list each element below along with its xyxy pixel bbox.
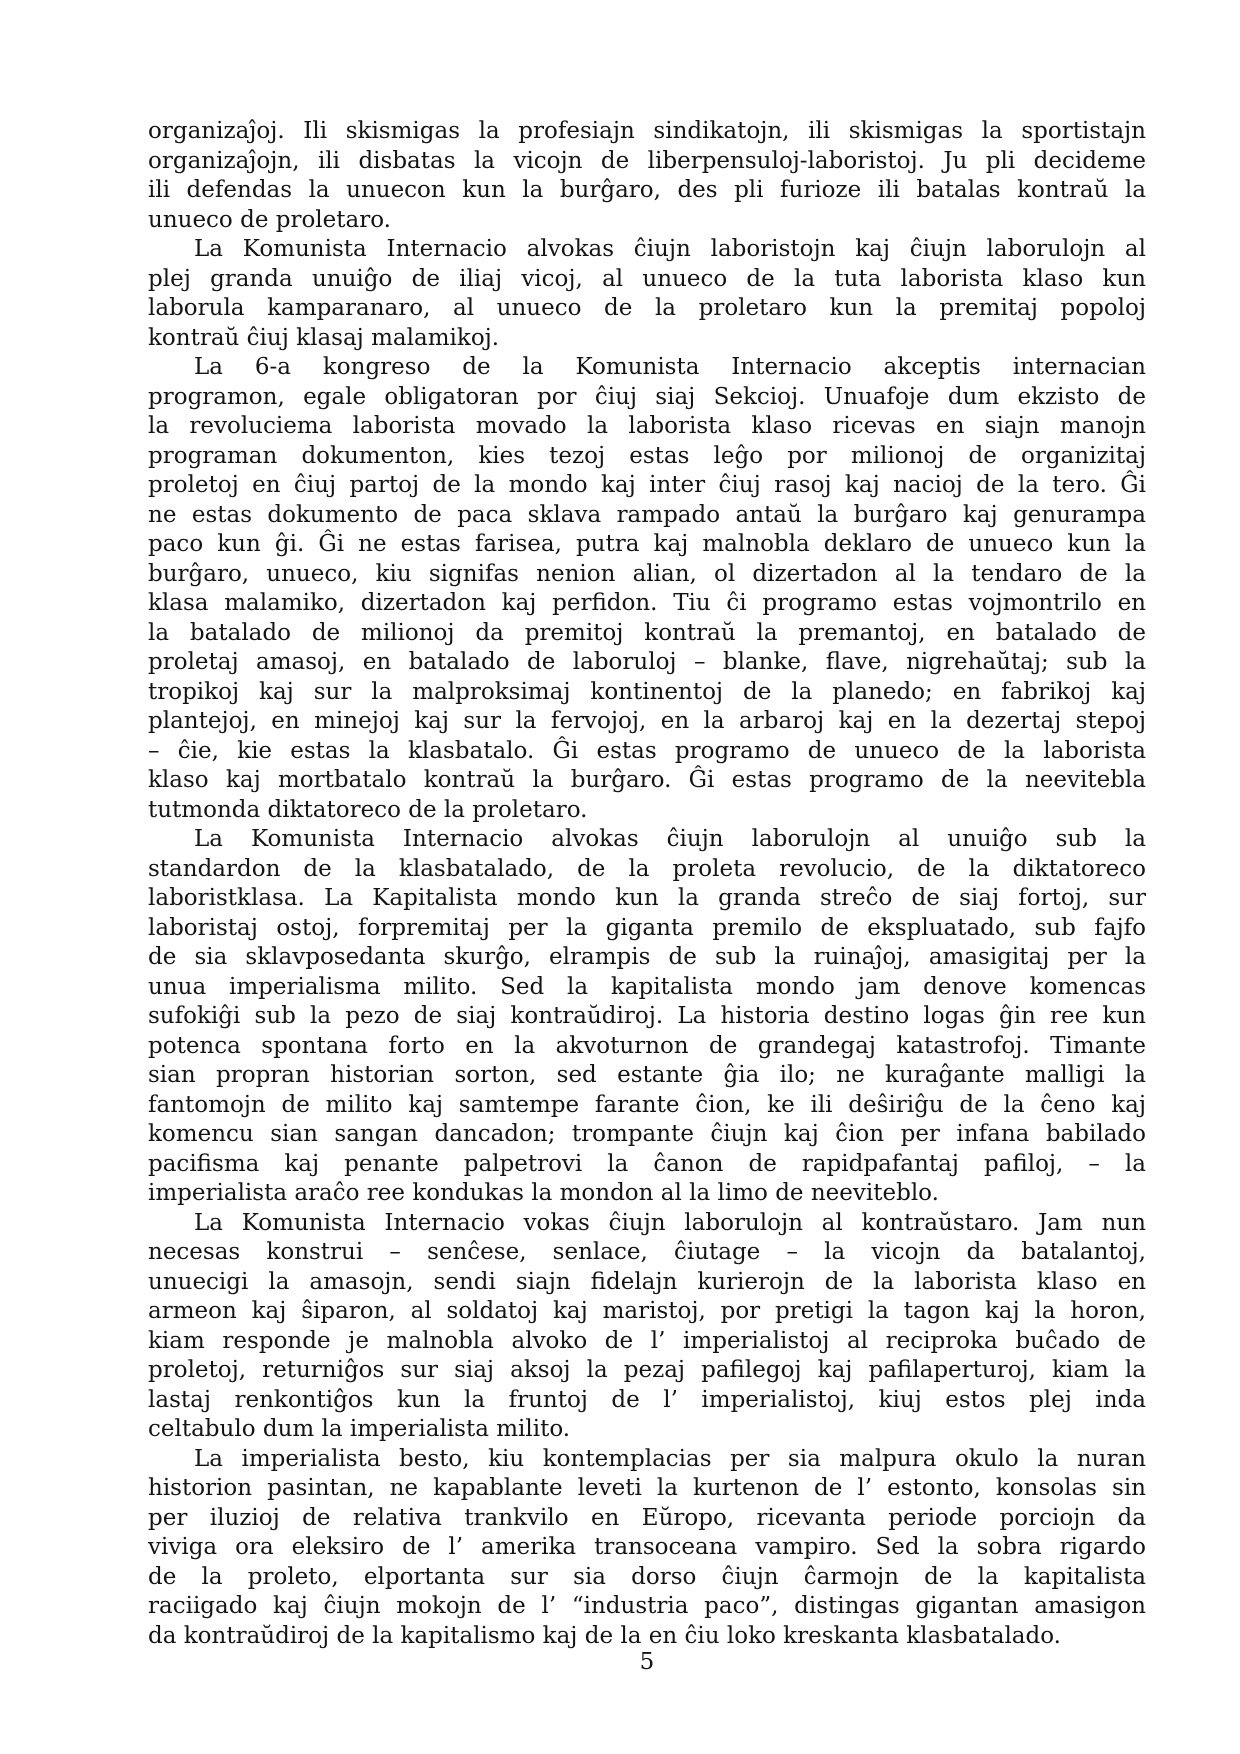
text-line: programon, egale obligatoran por ĉiuj siaj Sekcioj. Unuafoje dum ekzisto de xyxy=(148,383,1146,410)
text-line: sufokiĝi sub la pezo de siaj kontraŭdiroj. La historia destino logas ĝin ree kun xyxy=(148,1003,1146,1029)
text-line: unueco de proletaro. xyxy=(148,206,391,233)
text-line: kontraŭ ĉiuj klasaj malamikoj. xyxy=(148,324,500,351)
text-line: proletaj amasoj, en batalado de laboruloj – blanke, flave, nigrehaŭtaj; sub la xyxy=(148,649,1146,675)
paragraph xyxy=(148,825,1146,1209)
paragraph xyxy=(148,235,1146,353)
text-line: plantejoj, en minejoj kaj sur la fervojoj, en la arbaroj kaj en la dezertaj stepoj xyxy=(148,708,1146,734)
text-line: La imperialista besto, kiu kontemplacias per sia malpura okulo la nuran xyxy=(194,1445,1146,1472)
paragraph xyxy=(148,353,1146,825)
text-line: ili defendas la unuecon kun la burĝaro, des pli furioze ili batalas kontraŭ la xyxy=(148,177,1146,203)
text-line: potenca spontana forto en la akvoturnon de grandegaj katastrofoj. Timante xyxy=(148,1032,1146,1059)
text-line: plej granda unuiĝo de iliaj vicoj, al unueco de la tuta laborista klaso kun xyxy=(148,265,1146,292)
text-line: La Komunista Internacio alvokas ĉiujn laboristojn kaj ĉiujn laborulojn al xyxy=(194,236,1146,262)
text-line: da kontraŭdiroj de la kapitalismo kaj de la en ĉiu loko kreskanta klasbatalado. xyxy=(148,1622,1061,1649)
text-line: laboristklasa. La Kapitalista mondo kun la granda streĉo de siaj fortoj, sur xyxy=(148,885,1146,911)
page-number: 5 xyxy=(639,1649,655,1675)
text-line: burĝaro, unueco, kiu signifas nenion alian, ol dizertadon al la tendaro de la xyxy=(148,560,1146,587)
text-line: historion pasintan, ne kapablante leveti la kurtenon de l’ estonto, konsolas sin xyxy=(148,1475,1146,1501)
text-line: pacifisma kaj penante palpetrovi la ĉanon de rapidpafantaj pafiloj, – la xyxy=(148,1150,1146,1177)
text-line: armeon kaj ŝiparon, al soldatoj kaj maristoj, por pretigi la tagon kaj la horon, xyxy=(148,1298,1146,1324)
text-line: paco kun ĝi. Ĝi ne estas farisea, putra kaj malnobla deklaro de unueco kun la xyxy=(148,531,1146,557)
text-line: lastaj renkontiĝos kun la fruntoj de l’ imperialistoj, kiuj estos plej inda xyxy=(148,1386,1146,1413)
text-line: imperialista araĉo ree kondukas la mondon al la limo de neeviteblo. xyxy=(148,1180,939,1206)
text-line: La Komunista Internacio vokas ĉiujn laborulojn al kontraŭstaro. Jam nun xyxy=(194,1209,1146,1236)
text-line: viviga ora eleksiro de l’ amerika transoceana vampiro. Sed la sobra rigardo xyxy=(148,1534,1146,1560)
text-line: ne estas dokumento de paca sklava rampado antaŭ la burĝaro kaj genurampa xyxy=(148,501,1146,528)
text-line: fantomojn de milito kaj samtempe farante ĉion, ke ili deŝiriĝu de la ĉeno kaj xyxy=(148,1091,1146,1118)
text-line: standardon de la klasbatalado, de la proleta revolucio, de la diktatoreco xyxy=(148,855,1146,882)
text-line: raciigado kaj ĉiujn mokojn de l’ “industria paco”, distingas gigantan amasigon xyxy=(148,1593,1146,1619)
text-line: unuecigi la amasojn, sendi siajn fidelajn kurierojn de la laborista klaso en xyxy=(148,1268,1146,1295)
text-line: klasa malamiko, dizertadon kaj perfidon. Tiu ĉi programo estas vojmontrilo en xyxy=(148,590,1146,616)
text-line: celtabulo dum la imperialista milito. xyxy=(148,1416,571,1442)
text-line: per iluzioj de relativa trankvilo en Eŭropo, ricevanta periode porciojn da xyxy=(148,1504,1146,1531)
text-line: klaso kaj mortbatalo kontraŭ la burĝaro. Ĝi estas programo de la neevitebla xyxy=(148,767,1146,793)
paragraph xyxy=(148,1445,1146,1652)
text-line: sian propran historian sorton, sed estante ĝia ilo; ne kuraĝante malligi la xyxy=(148,1062,1146,1088)
text-line: de sia sklavposedanta skurĝo, elrampis de sub la ruinaĵoj, amasigitaj per la xyxy=(148,944,1146,970)
text-line: la revoluciema laborista movado la laborista klaso ricevas en siajn manojn xyxy=(148,413,1146,439)
text-line: unua imperialisma milito. Sed la kapitalista mondo jam denove komencas xyxy=(148,973,1146,1000)
text-line: – ĉie, kie estas la klasbatalo. Ĝi estas programo de unueco de la laborista xyxy=(148,737,1146,764)
text-line: organizaĵoj. Ili skismigas la profesiajn sindikatojn, ili skismigas la sportistajn xyxy=(148,118,1146,144)
text-line: programan dokumenton, kies tezoj estas leĝo por milionoj de organizitaj xyxy=(148,442,1146,469)
text-line: laborula kamparanaro, al unueco de la proletaro kun la premitaj popoloj xyxy=(148,295,1146,321)
text-line: komencu sian sangan dancadon; trompante ĉiujn kaj ĉion per infana babilado xyxy=(148,1121,1146,1147)
text-line: organizaĵojn, ili disbatas la vicojn de liberpensuloj-laboristoj. Ju pli decideme xyxy=(148,147,1146,174)
text-line: tutmonda diktatoreco de la proletaro. xyxy=(148,796,588,823)
text-line: La Komunista Internacio alvokas ĉiujn laborulojn al unuiĝo sub la xyxy=(194,826,1146,852)
text-line: proletoj, returniĝos sur siaj aksoj la pezaj pafilegoj kaj pafilaperturoj, kiam la xyxy=(148,1357,1146,1383)
text-line: laboristaj ostoj, forpremitaj per la giganta premilo de ekspluatado, sub fajfo xyxy=(148,914,1146,941)
paragraph xyxy=(148,117,1146,235)
body-text xyxy=(148,117,1146,1651)
text-line: de la proleto, elportanta sur sia dorso ĉiujn ĉarmojn de la kapitalista xyxy=(148,1563,1146,1590)
text-line: tropikoj kaj sur la malproksimaj kontinentoj de la planedo; en fabrikoj kaj xyxy=(148,678,1146,705)
text-line: proletoj en ĉiuj partoj de la mondo kaj inter ĉiuj rasoj kaj nacioj de la tero. Ĝi xyxy=(148,472,1146,498)
text-line: necesas konstrui – senĉese, senlace, ĉiutage – la vicojn da batalantoj, xyxy=(148,1239,1146,1265)
paragraph xyxy=(148,1209,1146,1445)
text-line: la batalado de milionoj da premitoj kontraŭ la premantoj, en batalado de xyxy=(148,619,1146,646)
text-line: kiam responde je malnobla alvoko de l’ imperialistoj al reciproka buĉado de xyxy=(148,1327,1146,1354)
text-line: La 6-a kongreso de la Komunista Internacio akceptis internacian xyxy=(194,354,1146,380)
